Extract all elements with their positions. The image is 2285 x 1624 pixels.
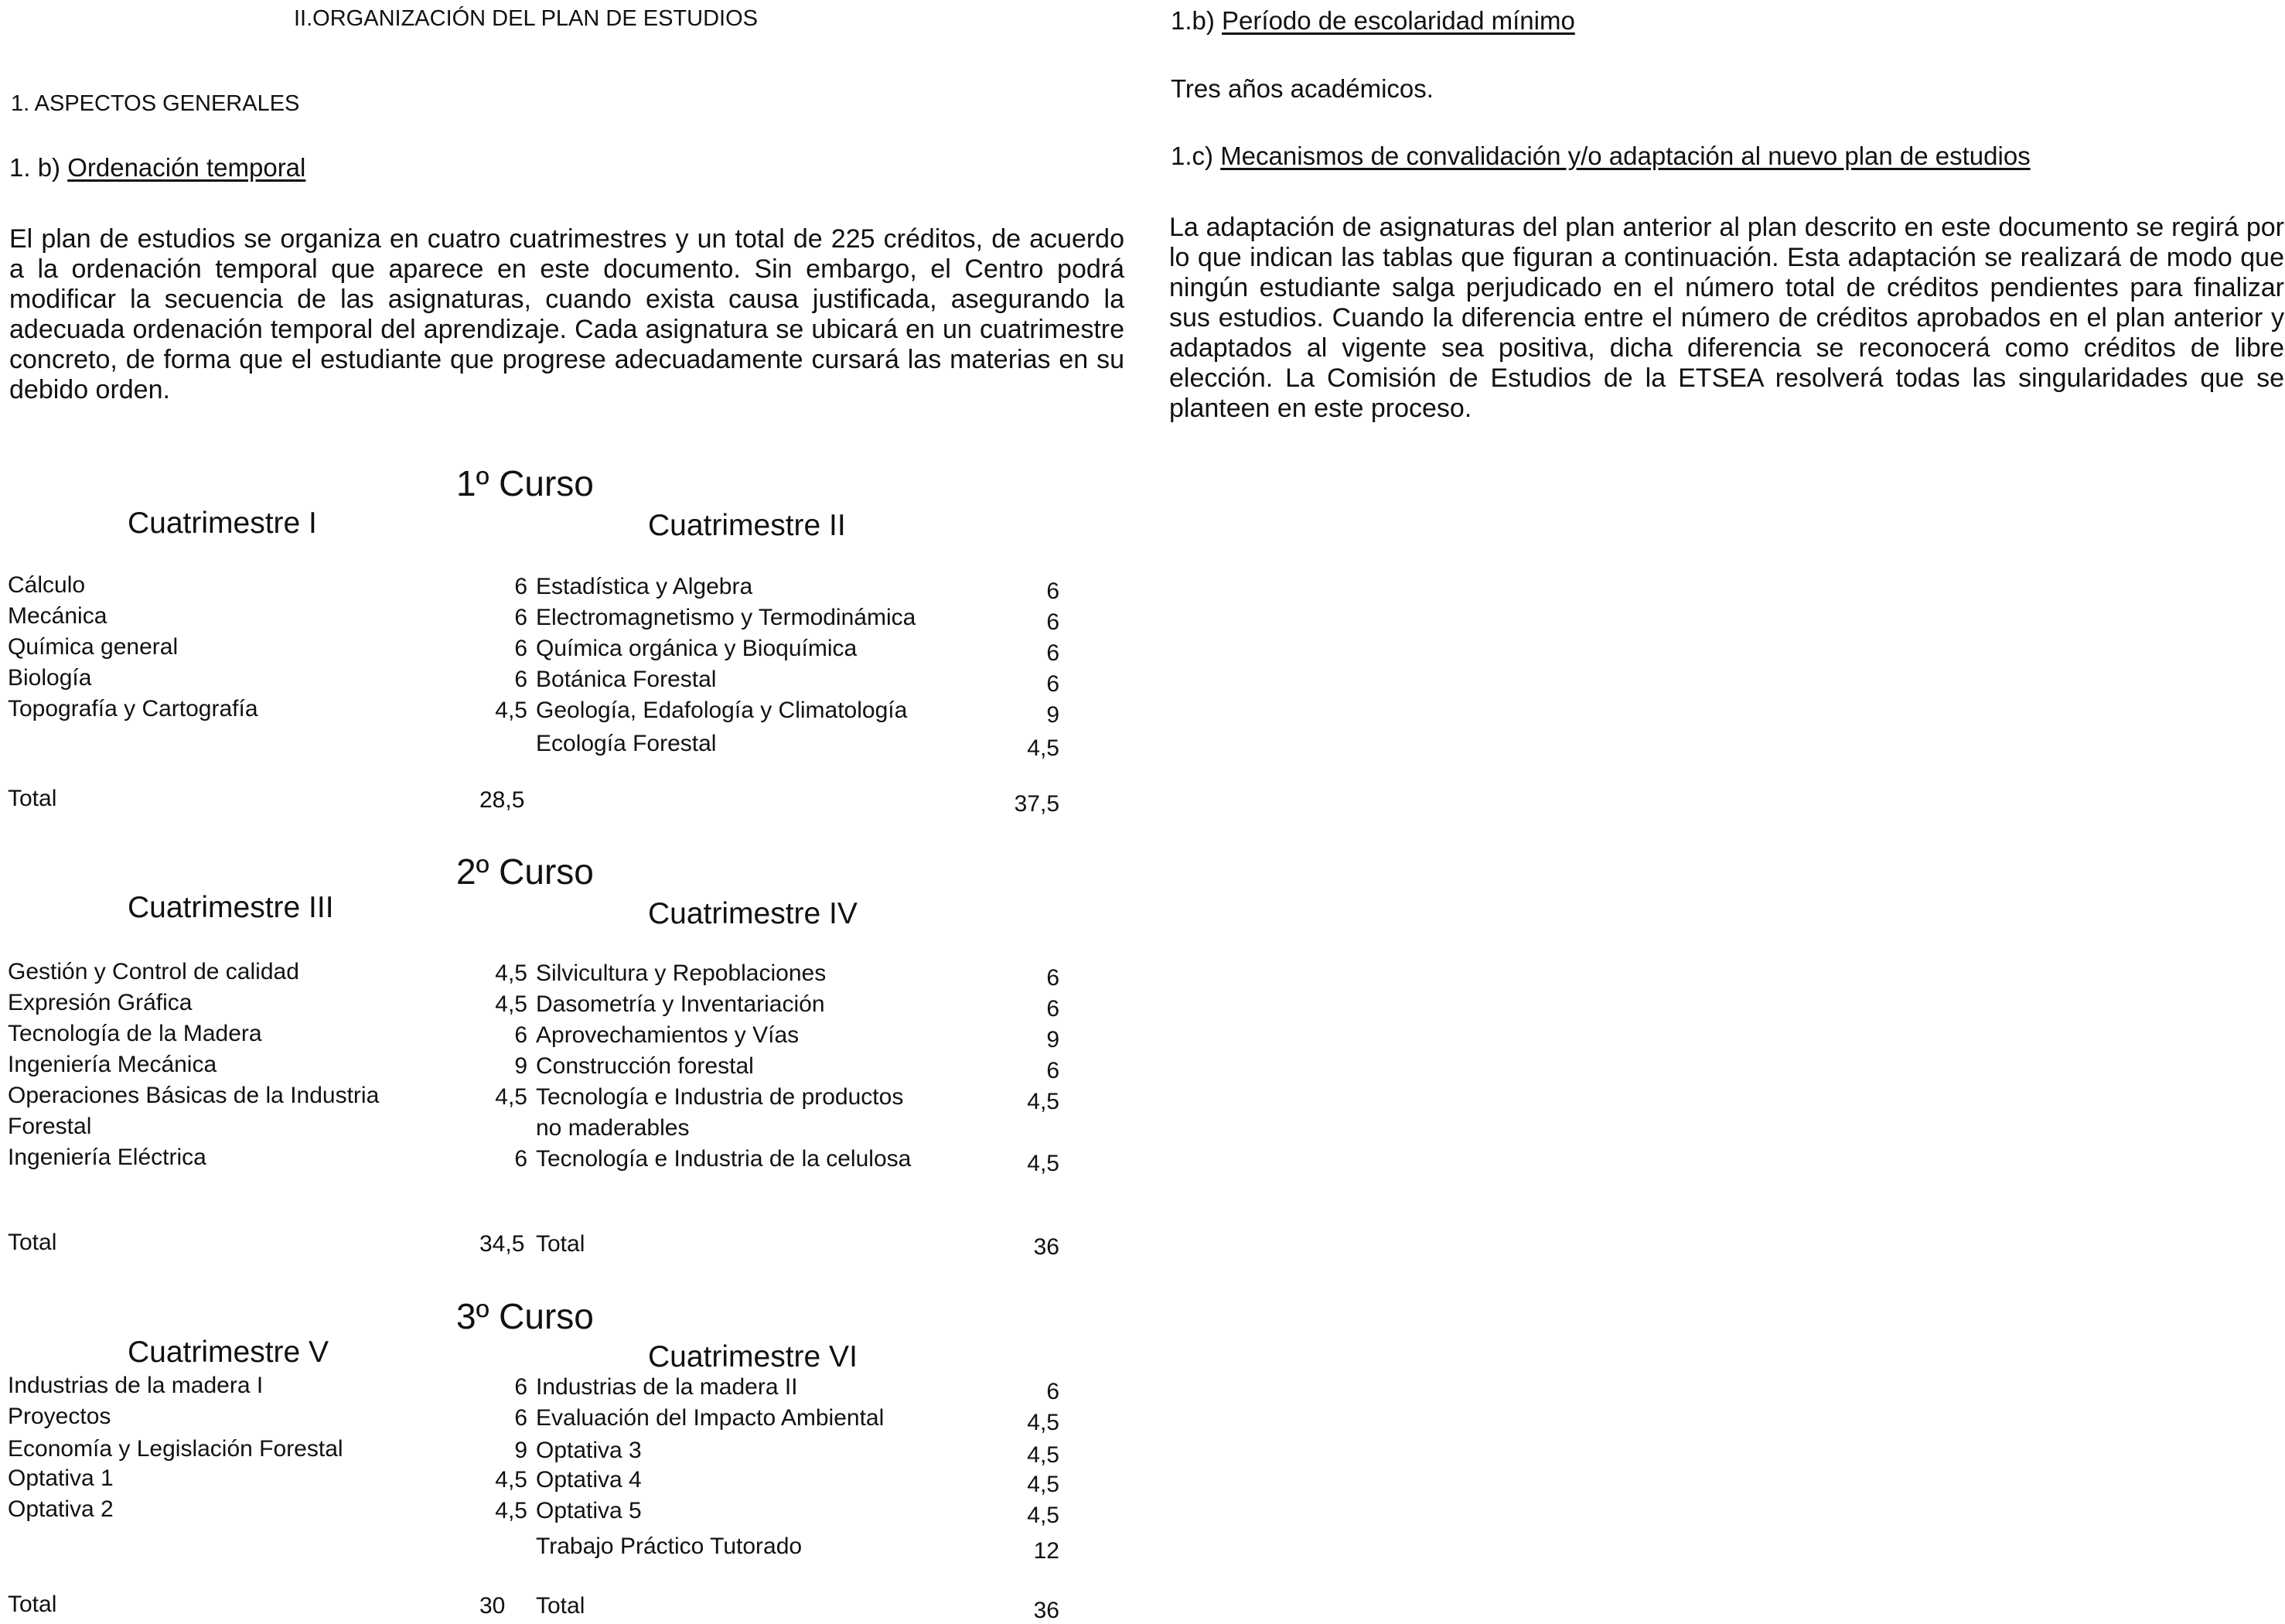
subject-b: Evaluación del Impacto Ambiental — [536, 1405, 885, 1431]
subject-a: Topografía y Cartografía — [8, 696, 258, 722]
credits-a: 4,5 — [495, 1498, 527, 1523]
credits-a: 6 — [514, 1405, 527, 1431]
course-title: 3º Curso — [456, 1296, 594, 1336]
credits-a: 6 — [514, 1146, 527, 1172]
credits-b: 6 — [1046, 671, 1059, 697]
subject-a: Operaciones Básicas de la Industria — [8, 1083, 380, 1108]
credits-b: 9 — [1046, 702, 1059, 728]
semester-b-title: Cuatrimestre IV — [648, 897, 858, 930]
subject-a: Proyectos — [8, 1404, 111, 1429]
credits-a: 4,5 — [495, 698, 527, 723]
subject-a: Tecnología de la Madera — [8, 1021, 262, 1046]
credits-a: 4,5 — [495, 1467, 527, 1493]
credits-a: 6 — [514, 1022, 527, 1048]
credits-b: 4,5 — [1027, 1442, 1059, 1468]
subsection-title: Mecanismos de convalidación y/o adaptación al nuevo plan de estudios — [1220, 142, 2031, 170]
credits-b: 9 — [1046, 1027, 1059, 1053]
subsection-number: 1.b) — [1171, 6, 1223, 35]
subsection-heading-periodo — [1171, 6, 1575, 36]
credits-b: 6 — [1046, 996, 1059, 1022]
total-label-a: Total — [8, 1230, 57, 1255]
subject-a: Mecánica — [8, 603, 107, 629]
credits-a: 6 — [514, 667, 527, 692]
credits-a: 6 — [514, 1374, 527, 1400]
subject-b: Geología, Edafología y Climatología — [536, 698, 908, 723]
subject-b: Electromagnetismo y Termodinámica — [536, 605, 916, 630]
subject-a: Química general — [8, 634, 179, 660]
course-title: 1º Curso — [456, 463, 594, 503]
subject-a: Biología — [8, 665, 92, 691]
semester-b-title: Cuatrimestre II — [648, 509, 846, 542]
credits-b: 4,5 — [1027, 1151, 1059, 1176]
total-a: 30 — [479, 1593, 506, 1619]
total-label-a: Total — [8, 1592, 57, 1617]
credits-a: 4,5 — [495, 960, 527, 986]
semester-a-title: Cuatrimestre V — [128, 1336, 329, 1369]
credits-b: 6 — [1046, 609, 1059, 635]
subsection-title: Período de escolaridad mínimo — [1222, 6, 1575, 35]
subject-b: Optativa 4 — [536, 1467, 642, 1493]
course-title: 2º Curso — [456, 851, 594, 892]
subject-b: Trabajo Práctico Tutorado — [536, 1534, 803, 1559]
subject-b: Silvicultura y Repoblaciones — [536, 960, 827, 986]
subject-b: Dasometría y Inventariación — [536, 991, 825, 1017]
credits-b: 6 — [1046, 578, 1059, 604]
subject-b: Química orgánica y Bioquímica — [536, 636, 858, 661]
subject-b: Industrias de la madera II — [536, 1374, 798, 1400]
semester-a-title: Cuatrimestre I — [128, 507, 317, 540]
credits-b: 12 — [1033, 1538, 1059, 1564]
total-label-a: Total — [8, 786, 57, 811]
subject-b: Ecología Forestal — [536, 731, 717, 756]
subject-a: Ingeniería Eléctrica — [8, 1145, 206, 1170]
page-heading: II.ORGANIZACIÓN DEL PLAN DE ESTUDIOS — [294, 6, 758, 31]
total-a: 34,5 — [479, 1231, 525, 1257]
subject-b: Optativa 3 — [536, 1438, 642, 1463]
total-b: 37,5 — [1014, 791, 1059, 817]
period-text: Tres años académicos. — [1171, 74, 1434, 103]
subject-b: Tecnología e Industria de la celulosa — [536, 1146, 912, 1172]
total-b: 36 — [1033, 1598, 1059, 1623]
credits-b: 4,5 — [1027, 1503, 1059, 1528]
subsection-heading-convalidacion — [1171, 142, 2031, 171]
subject-a: Optativa 2 — [8, 1496, 114, 1522]
total-a: 28,5 — [479, 787, 525, 813]
subject-a: Gestión y Control de calidad — [8, 959, 299, 984]
subject-b: Construcción forestal — [536, 1053, 754, 1079]
total-label-b: Total — [536, 1593, 585, 1619]
credits-a: 6 — [514, 605, 527, 630]
subject-b: no maderables — [536, 1115, 690, 1141]
subject-b: Optativa 5 — [536, 1498, 642, 1523]
credits-b: 6 — [1046, 1379, 1059, 1404]
total-b: 36 — [1033, 1234, 1059, 1260]
credits-b: 4,5 — [1027, 735, 1059, 761]
subsection-heading-ordenacion — [9, 153, 305, 183]
credits-b: 6 — [1046, 965, 1059, 991]
adaptation-paragraph: La adaptación de asignaturas del plan anterior al plan descrito en este documento se regirá por lo que indican las tablas que figuran a continuación. Esta adaptación se realizará de modo que ningún estudiante salga perjudicado en el número total de créditos pendientes para finalizar sus estudios. Cuando la diferencia entre el número de créditos aprobados en el plan anterior y adaptados al vigente sea positiva, dicha diferencia se reconocerá como créditos de libre elección. La Comisión de Estudios de la ETSEA resolverá todas las singularidades que se planteen en este proceso. — [1169, 213, 2284, 423]
subject-a: Economía y Legislación Forestal — [8, 1436, 343, 1462]
credits-b: 4,5 — [1027, 1472, 1059, 1497]
credits-b: 4,5 — [1027, 1410, 1059, 1435]
intro-paragraph: El plan de estudios se organiza en cuatro cuatrimestres y un total de 225 créditos, de acuerdo a la ordenación temporal que aparece en este documento. Sin embargo, el Centro podrá modificar la secuencia de las asignaturas, cuando exista causa justificada, asegurando la adecuada ordenación temporal del aprendizaje. Cada asignatura se ubicará en un cuatrimestre concreto, de forma que el estudiante que progrese adecuadamente cursará las materias en su debido orden. — [9, 224, 1124, 404]
semester-a-title: Cuatrimestre III — [128, 891, 334, 924]
section-heading: 1. ASPECTOS GENERALES — [11, 91, 300, 116]
subsection-number: 1. b) — [9, 153, 68, 182]
credits-b: 6 — [1046, 1058, 1059, 1083]
credits-b: 6 — [1046, 640, 1059, 666]
credits-a: 4,5 — [495, 991, 527, 1017]
credits-a: 6 — [514, 574, 527, 599]
subject-a: Ingeniería Mecánica — [8, 1052, 217, 1077]
subject-a: Cálculo — [8, 572, 86, 598]
credits-a: 9 — [514, 1053, 527, 1079]
subsection-number: 1.c) — [1171, 142, 1221, 170]
credits-a: 6 — [514, 636, 527, 661]
credits-a: 9 — [514, 1438, 527, 1463]
subject-a: Forestal — [8, 1114, 92, 1139]
subject-a: Industrias de la madera I — [8, 1373, 264, 1398]
subsection-title: Ordenación temporal — [67, 153, 306, 182]
subject-b: Estadística y Algebra — [536, 574, 753, 599]
subject-b: Tecnología e Industria de productos — [536, 1084, 904, 1110]
subject-a: Optativa 1 — [8, 1465, 114, 1491]
total-label-b: Total — [536, 1231, 585, 1257]
semester-b-title: Cuatrimestre VI — [648, 1340, 858, 1373]
credits-a: 4,5 — [495, 1084, 527, 1110]
credits-b: 4,5 — [1027, 1089, 1059, 1114]
subject-a: Expresión Gráfica — [8, 990, 193, 1015]
subject-b: Aprovechamientos y Vías — [536, 1022, 800, 1048]
subject-b: Botánica Forestal — [536, 667, 717, 692]
